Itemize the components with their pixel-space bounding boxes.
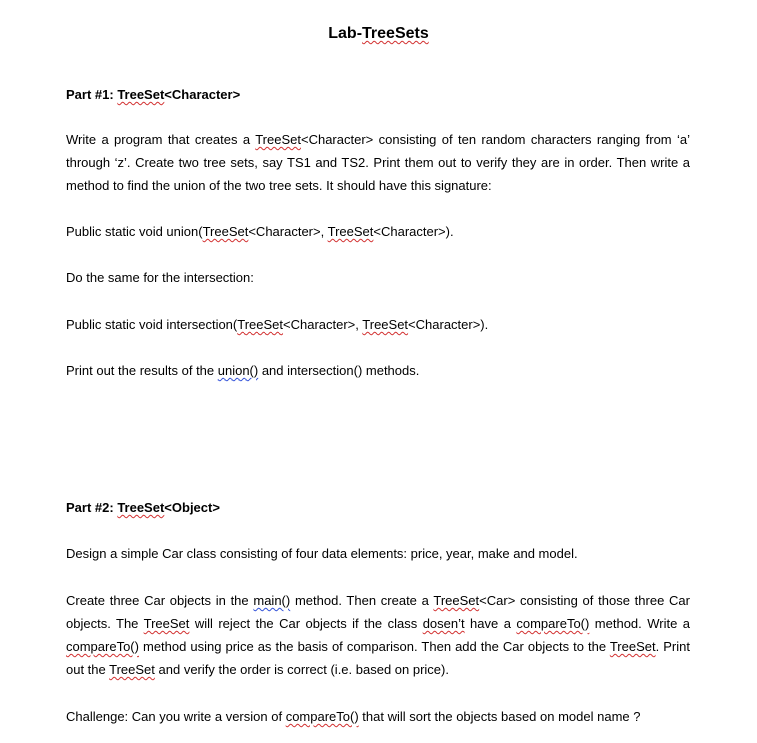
- text-run: TreeSet: [237, 317, 284, 332]
- text-run: union(): [217, 363, 259, 378]
- text-run: TreeSet: [362, 317, 409, 332]
- text-run: TreeSet: [143, 616, 190, 631]
- part2-car-class: Design a simple Car class consisting of four data elements: price, year, make and model.: [66, 546, 578, 561]
- part1-print-results: [66, 359, 690, 382]
- text-run: Public static void intersection(: [66, 317, 238, 332]
- text-run: Create three Car objects in the: [66, 593, 254, 608]
- part2-paragraph-treeset: [66, 589, 690, 681]
- text-run: that will sort the objects based on model name ?: [358, 709, 641, 724]
- text-run: method. Then create a: [290, 593, 434, 608]
- text-run: have a: [464, 616, 517, 631]
- part2-heading-suffix: <Object>: [164, 500, 220, 515]
- part1-intersection-intro: Do the same for the intersection:: [66, 270, 254, 285]
- part1-intersection-signature: [66, 313, 690, 336]
- text-run: compareTo(): [516, 616, 590, 631]
- text-run: TreeSet: [433, 593, 480, 608]
- text-run: Write a program that creates a: [66, 132, 256, 147]
- text-run: <Character>).: [373, 224, 454, 239]
- part2-challenge: [66, 705, 690, 728]
- text-run: will reject the Car objects if the class: [189, 616, 423, 631]
- text-run: <Character>,: [248, 224, 328, 239]
- text-run: TreeSet: [327, 224, 374, 239]
- text-run: TreeSet: [202, 224, 249, 239]
- text-run: compareTo(): [285, 709, 359, 724]
- text-run: main(): [253, 593, 291, 608]
- part1-heading-suffix: <Character>: [164, 87, 241, 102]
- text-run: method. Write a: [589, 616, 690, 631]
- part1-paragraph-intro: [66, 128, 690, 197]
- document-title: [0, 24, 757, 44]
- text-run: <Car> consisting of those three Car objects. The: [66, 593, 690, 631]
- part2-heading-treeset: TreeSet: [117, 500, 165, 515]
- part1-heading-prefix: Part #1:: [66, 87, 118, 102]
- text-run: Print out the results of the: [66, 363, 218, 378]
- text-run: . Print out the: [66, 639, 690, 677]
- text-run: Public static void union(: [66, 224, 203, 239]
- part1-union-signature: [66, 220, 690, 243]
- text-run: <Character>).: [408, 317, 489, 332]
- text-run: compareTo(): [66, 639, 139, 654]
- part2-heading-prefix: Part #2:: [66, 500, 118, 515]
- part1-heading: [66, 86, 240, 104]
- title-word: TreeSets: [362, 25, 429, 42]
- title-prefix: Lab-: [328, 25, 363, 42]
- text-run: Challenge: Can you write a version of: [66, 709, 286, 724]
- text-run: method using price as the basis of comparison. Then add the Car objects to the: [138, 639, 610, 654]
- text-run: <Character>,: [283, 317, 363, 332]
- text-run: and verify the order is correct (i.e. based on price).: [154, 662, 449, 677]
- text-run: dosen’t: [422, 616, 465, 631]
- text-run: TreeSet: [255, 132, 301, 147]
- text-run: TreeSet: [609, 639, 656, 654]
- part2-heading: [66, 499, 220, 517]
- part1-heading-treeset: TreeSet: [117, 87, 165, 102]
- text-run: and intersection() methods.: [258, 363, 420, 378]
- text-run: <Character> consisting of ten random characters ranging from ‘a’ through ‘z’. Create two tree sets, say TS1 and TS2. Print them out to verify they are in order. Then write a method to find the union of the two tree sets. It should have this signature:: [66, 132, 690, 193]
- text-run: TreeSet: [109, 662, 155, 677]
